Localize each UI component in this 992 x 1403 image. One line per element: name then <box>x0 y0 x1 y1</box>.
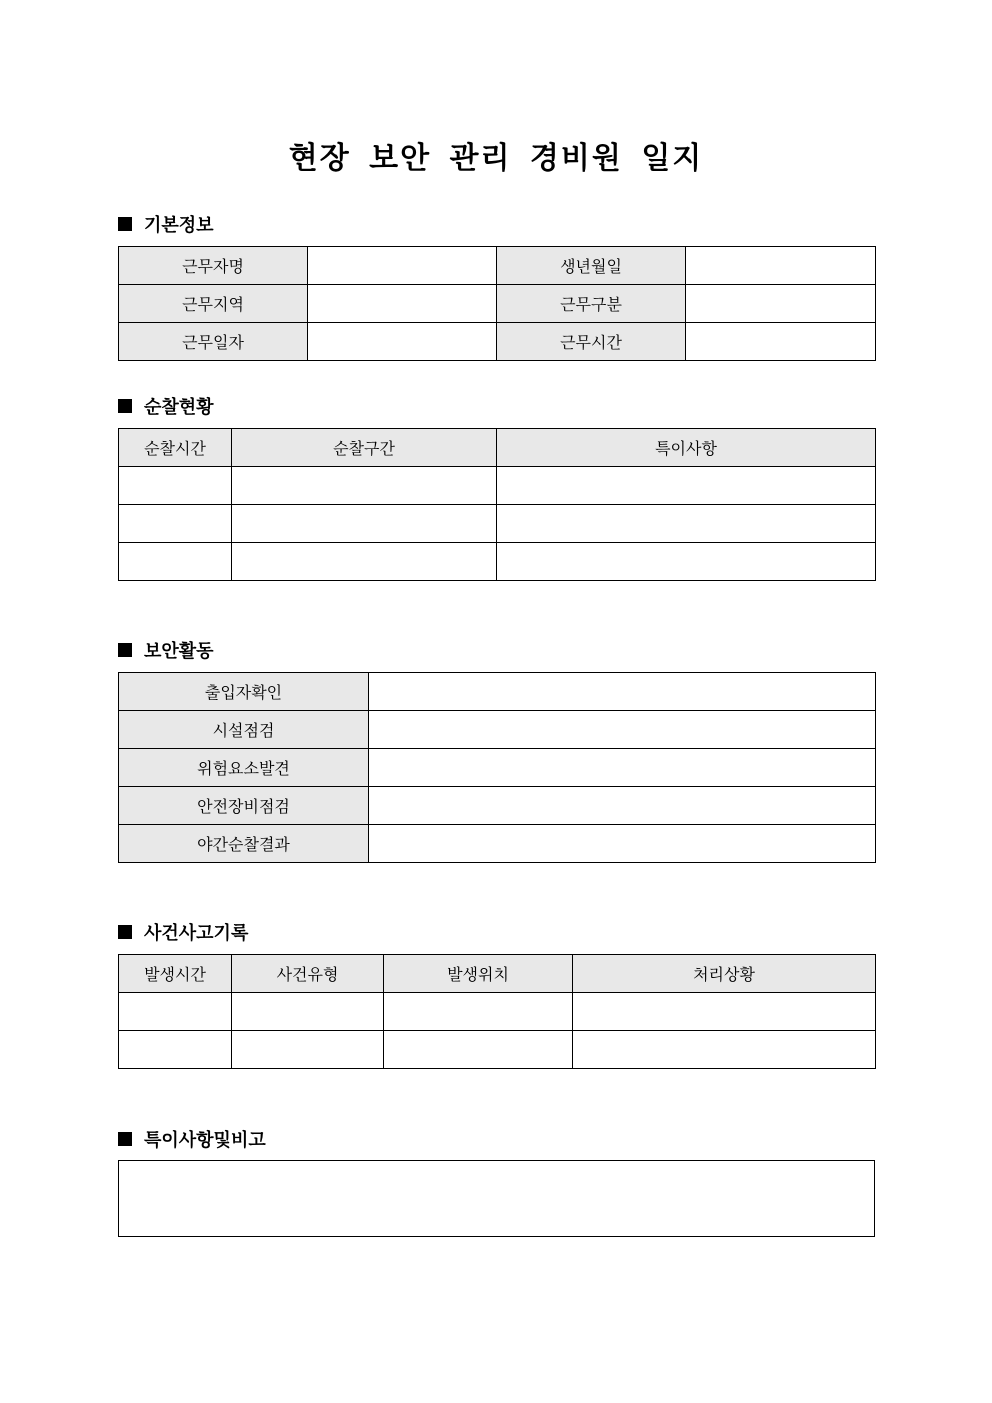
incident-type-cell[interactable] <box>232 1031 384 1069</box>
work-type-label: 근무구분 <box>497 285 686 323</box>
work-area-field[interactable] <box>308 285 497 323</box>
column-header-patrol-time: 순찰시간 <box>119 429 232 467</box>
patrol-section-cell[interactable] <box>232 543 497 581</box>
square-bullet-icon <box>118 925 132 939</box>
location-cell[interactable] <box>384 1031 573 1069</box>
section-heading-incident <box>118 919 248 945</box>
handling-status-cell[interactable] <box>573 1031 876 1069</box>
facility-inspection-label: 시설점검 <box>119 711 369 749</box>
patrol-time-cell[interactable] <box>119 467 232 505</box>
work-date-field[interactable] <box>308 323 497 361</box>
patrol-time-cell[interactable] <box>119 505 232 543</box>
night-patrol-label: 야간순찰결과 <box>119 825 369 863</box>
table-row <box>119 543 876 581</box>
location-cell[interactable] <box>384 993 573 1031</box>
patrol-remarks-cell[interactable] <box>497 543 876 581</box>
table-row <box>119 825 876 863</box>
table-row <box>119 505 876 543</box>
section-heading-label: 사건사고기록 <box>144 923 249 944</box>
column-header-occurrence-time: 발생시간 <box>119 955 232 993</box>
night-patrol-field[interactable] <box>369 825 876 863</box>
patrol-section-cell[interactable] <box>232 505 497 543</box>
occurrence-time-cell[interactable] <box>119 1031 232 1069</box>
facility-inspection-field[interactable] <box>369 711 876 749</box>
table-row <box>119 711 876 749</box>
section-heading-patrol <box>118 393 214 419</box>
work-type-field[interactable] <box>686 285 876 323</box>
table-row <box>119 1031 876 1069</box>
column-header-patrol-section: 순찰구간 <box>232 429 497 467</box>
security-activity-table <box>118 672 876 863</box>
worker-name-field[interactable] <box>308 247 497 285</box>
column-header-remarks: 특이사항 <box>497 429 876 467</box>
square-bullet-icon <box>118 643 132 657</box>
table-header-row <box>119 429 876 467</box>
section-heading-label: 특이사항및비고 <box>144 1130 266 1151</box>
incident-table <box>118 954 876 1069</box>
table-row <box>119 993 876 1031</box>
table-row <box>119 247 876 285</box>
column-header-incident-type: 사건유형 <box>232 955 384 993</box>
work-hours-label: 근무시간 <box>497 323 686 361</box>
table-row <box>119 467 876 505</box>
work-hours-field[interactable] <box>686 323 876 361</box>
column-header-location: 발생위치 <box>384 955 573 993</box>
handling-status-cell[interactable] <box>573 993 876 1031</box>
column-header-handling-status: 처리상황 <box>573 955 876 993</box>
table-header-row <box>119 955 876 993</box>
work-area-label: 근무지역 <box>119 285 308 323</box>
birthdate-label: 생년월일 <box>497 247 686 285</box>
square-bullet-icon <box>118 1132 132 1146</box>
table-row <box>119 285 876 323</box>
section-heading-basic-info <box>118 211 214 237</box>
work-date-label: 근무일자 <box>119 323 308 361</box>
section-heading-label: 보안활동 <box>144 641 214 662</box>
section-heading-label: 기본정보 <box>144 215 214 236</box>
birthdate-field[interactable] <box>686 247 876 285</box>
patrol-table <box>118 428 876 581</box>
table-row <box>119 673 876 711</box>
page-title: 현장 보안 관리 경비원 일지 <box>288 141 704 176</box>
section-heading-label: 순찰현황 <box>144 397 214 418</box>
basic-info-table <box>118 246 876 361</box>
incident-type-cell[interactable] <box>232 993 384 1031</box>
notes-textarea[interactable] <box>118 1160 875 1237</box>
safety-equipment-label: 안전장비점검 <box>119 787 369 825</box>
visitor-check-field[interactable] <box>369 673 876 711</box>
visitor-check-label: 출입자확인 <box>119 673 369 711</box>
patrol-remarks-cell[interactable] <box>497 467 876 505</box>
occurrence-time-cell[interactable] <box>119 993 232 1031</box>
hazard-found-label: 위험요소발견 <box>119 749 369 787</box>
safety-equipment-field[interactable] <box>369 787 876 825</box>
section-heading-notes <box>118 1126 266 1152</box>
patrol-section-cell[interactable] <box>232 467 497 505</box>
section-heading-security <box>118 637 214 663</box>
square-bullet-icon <box>118 217 132 231</box>
table-row <box>119 749 876 787</box>
patrol-time-cell[interactable] <box>119 543 232 581</box>
table-row <box>119 787 876 825</box>
square-bullet-icon <box>118 399 132 413</box>
hazard-found-field[interactable] <box>369 749 876 787</box>
table-row <box>119 323 876 361</box>
worker-name-label: 근무자명 <box>119 247 308 285</box>
patrol-remarks-cell[interactable] <box>497 505 876 543</box>
